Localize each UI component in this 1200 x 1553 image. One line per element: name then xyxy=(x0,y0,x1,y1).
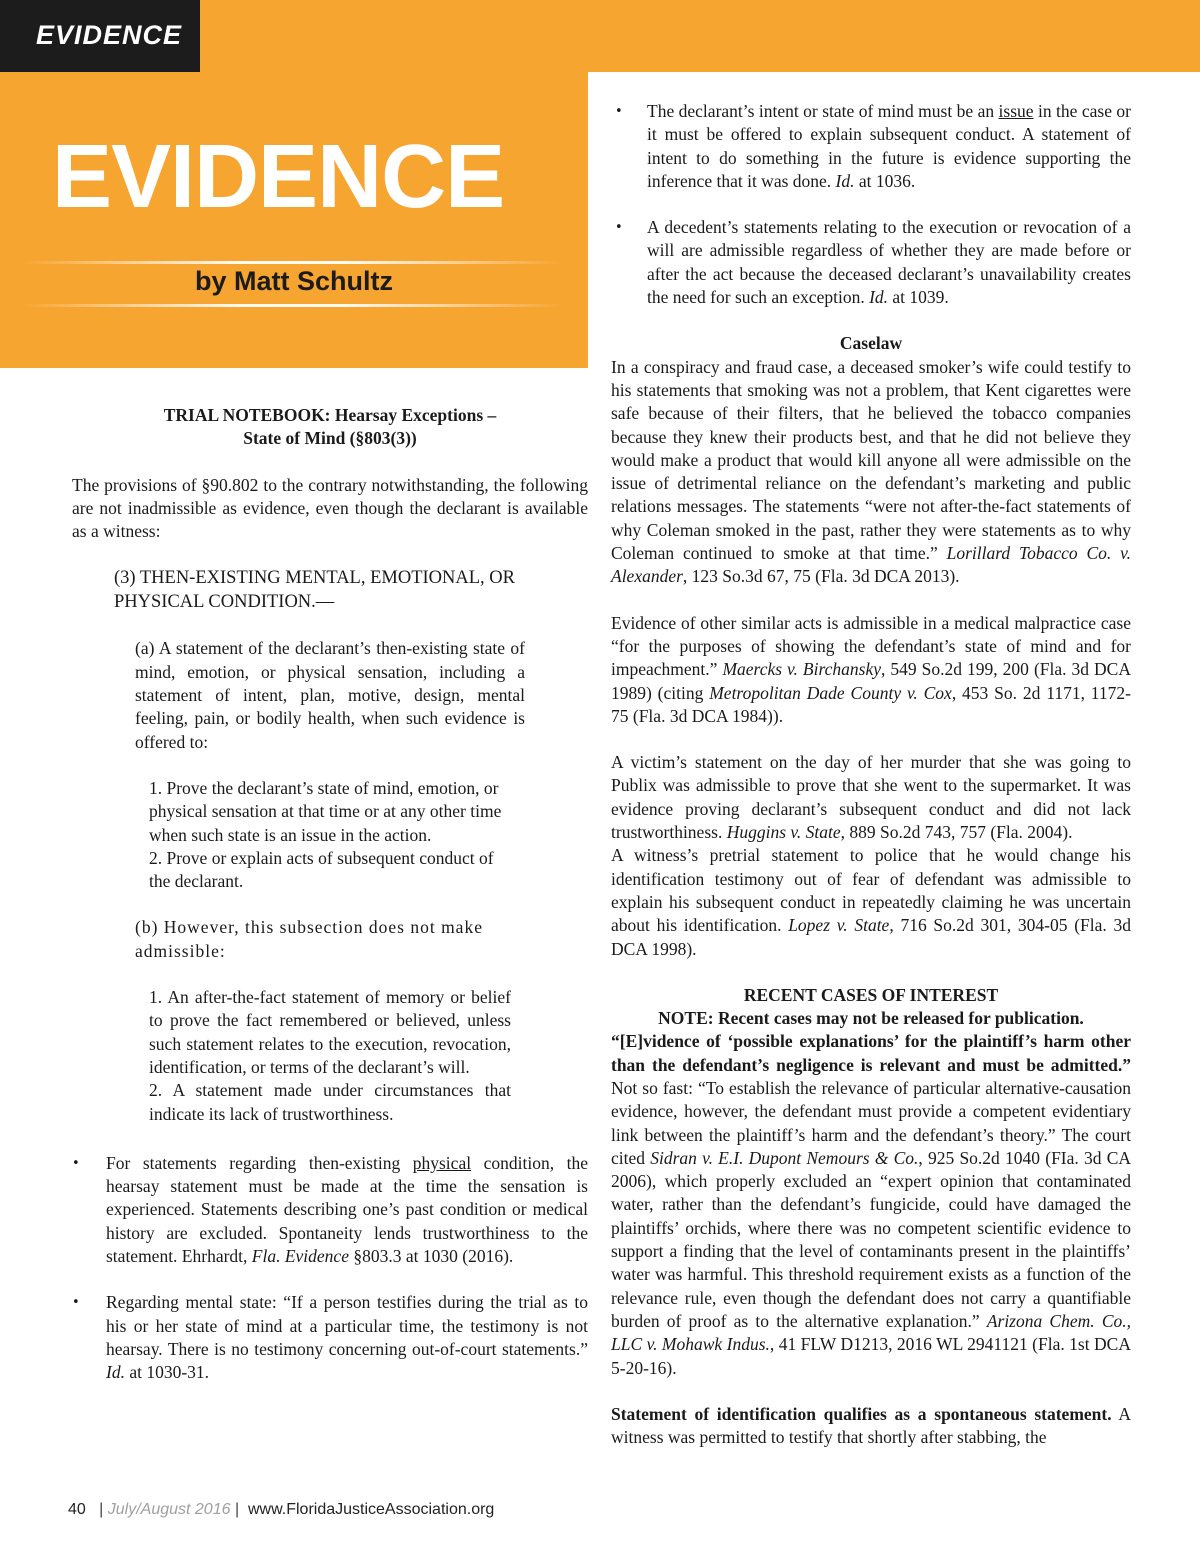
bullet-text: in the case or it must be offered to explain subsequent conduct. A statement of intent to do something in the future is evidence supporting the inference that it was done. xyxy=(647,101,1131,191)
bullet-text: The declarant’s intent or state of mind must be an xyxy=(647,101,999,121)
trial-notebook-heading xyxy=(72,404,588,451)
case-paragraph-lorillard xyxy=(611,356,1131,589)
bullet-icon: • xyxy=(72,1295,80,1311)
case-paragraph-lopez xyxy=(611,844,1131,960)
case-text: , 123 So.3d 67, 75 (Fla. 3d DCA 2013). xyxy=(682,566,960,587)
right-column xyxy=(611,100,1131,1449)
article-title: EVIDENCE xyxy=(52,127,505,227)
statute-a-list xyxy=(149,777,511,893)
author-byline: by Matt Schultz xyxy=(194,266,393,296)
bullet-text: For statements regarding then-existing xyxy=(106,1152,413,1173)
bullet-decedent-will xyxy=(611,216,1131,309)
statute-subsection-title: (3) THEN-EXISTING MENTAL, EMOTIONAL, OR PHYSICAL CONDITION.— xyxy=(114,568,516,613)
case-text: A witness’s pretrial statement to police that he would change his identification testimony out of fear of defendant was admissible to explain his subsequent conduct in repeatedly claiming he was uncertain about his identification. xyxy=(611,845,1131,936)
bullet-underlined-term: issue xyxy=(998,101,1034,121)
bullet-physical-condition xyxy=(72,1152,588,1268)
statute-b-item-1: 1. An after-the-fact statement of memory or belief to prove the fact remembered or believed, unless such statement relates to the execution, revocation, identification, or terms of the declarant’s will. xyxy=(149,987,511,1077)
statute-b-list xyxy=(149,986,511,1126)
case-text: , 716 So.2d 301, 304-05 (Fla. 3d DCA 1998). xyxy=(611,915,1132,959)
case-citation: Huggins v. State xyxy=(726,822,841,843)
footer-separator: | xyxy=(99,1501,104,1518)
case-text: A victim’s statement on the day of her murder that she was going to Publix was admissible to prove that she went to the supermarket. It was evidence proving declarant’s subsequent conduct and did not lack trustworthiness. xyxy=(611,752,1131,843)
recent-case-paragraph xyxy=(611,1030,1131,1379)
recent-cases-heading: RECENT CASES OF INTEREST xyxy=(743,984,999,1005)
issue-date: July/August 2016 xyxy=(107,1501,231,1518)
recent-case-holding: “[E]vidence of ‘possible explanations’ for the plaintiff’s harm other than the defendant’s negligence is relevant and must be admitted.” xyxy=(611,1031,1131,1075)
statute-para-b: (b) However, this subsection does not make admissible: xyxy=(135,917,483,961)
bullet-text: at 1039. xyxy=(888,287,949,308)
case-text: , 889 So.2d 743, 757 (Fla. 2004). xyxy=(840,822,1073,843)
case-text: Not so fast: “To establish the relevance of particular alternative-causation evidence, however, the defendant must provide a competent evidentiary link between the plaintiff’s harm and the defendant’s theory.” The court cited xyxy=(611,1077,1131,1168)
bullet-text: at 1036. xyxy=(854,170,916,191)
case-text: , 453 So. 2d 1171, 1172-75 (Fla. 3d DCA 1984)). xyxy=(611,682,1131,726)
bullet-underlined-term: physical xyxy=(412,1152,472,1173)
case-citation: Lopez v. State xyxy=(788,915,890,936)
statute-b-item-2: 2. A statement made under circumstances that indicate its lack of trustworthiness. xyxy=(149,1080,511,1124)
bullet-text: Regarding mental state: “If a person testifies during the trial as to his or her state of mind at a particular time, the testimony is not hearsay. There is no testimony concerning out-of-court statements.” xyxy=(106,1292,588,1359)
case-citation: Metropolitan Dade County v. Cox xyxy=(709,682,952,703)
bullet-icon: • xyxy=(615,220,623,236)
statute-a-item-2: 2. Prove or explain acts of subsequent conduct of the declarant. xyxy=(149,847,494,892)
case-citation: Sidran v. E.I. Dupont Nemours & Co. xyxy=(650,1147,919,1168)
case-text: A witness was permitted to testify that shortly after stabbing, the xyxy=(611,1403,1131,1448)
case-citation: Arizona Chem. Co., LLC v. Mohawk Indus. xyxy=(611,1310,1131,1355)
case-text: , 41 FLW D1213, 2016 WL 2941121 (Fla. 1st DCA 5-20-16). xyxy=(611,1334,1131,1378)
case-citation: Id. xyxy=(106,1362,125,1383)
case-text: Evidence of other similar acts is admissible in a medical malpractice case “for the purposes of showing the defendant’s state of mind and for impeachment.” xyxy=(611,612,1131,680)
recent-cases-note: NOTE: Recent cases may not be released for publication. xyxy=(658,1008,1084,1029)
case-paragraph-huggins xyxy=(611,751,1131,844)
heading-line-2: State of Mind (§803(3)) xyxy=(243,428,417,449)
case-citation: Maercks v. Birchansky xyxy=(722,659,881,680)
bullet-icon: • xyxy=(72,1155,80,1171)
case-citation: Id. xyxy=(869,287,889,308)
statute-intro: The provisions of §90.802 to the contrary notwithstanding, the following are not inadmissible as evidence, even though the declarant is available as a witness: xyxy=(72,474,588,542)
caselaw-heading: Caselaw xyxy=(839,333,903,354)
bullet-text: condition, the hearsay statement must be made at the time the sensation is experienced. Statements describing one’s past condition or medical history are excluded. Spontaneity lends trustworthiness to the statement. Ehrhardt, xyxy=(106,1152,589,1267)
section-tab: EVIDENCE xyxy=(0,0,200,72)
heading-line-1: TRIAL NOTEBOOK: Hearsay Exceptions – xyxy=(163,405,497,425)
page-footer xyxy=(68,1501,494,1519)
website-url[interactable]: www.FloridaJusticeAssociation.org xyxy=(248,1501,495,1518)
statute-a-item-1: 1. Prove the declarant’s state of mind, emotion, or physical sensation at that time or at any other time when such state is an issue in the action. xyxy=(149,777,502,845)
identification-paragraph xyxy=(611,1403,1131,1450)
byline-divider-top xyxy=(22,261,562,264)
bullet-text: §803.3 at 1030 (2016). xyxy=(348,1246,514,1267)
case-citation: Id. xyxy=(835,170,855,191)
bullet-text: A decedent’s statements relating to the execution or revocation of a will are admissible regardless of whether they are made before or after the act because the deceased declarant’s unavailability creates the need for such an exception. xyxy=(647,217,1131,308)
case-text: , 925 So.2d 1040 (FIa. 3d CA 2006), which properly excluded an “expert opinion that contaminated water, rather than the defendant’s fungicide, could have damaged the plaintiffs’ orchids, where there was no competent scientific evidence to support a finding that the level of contaminants present in the plaintiffs’ water was harmful. This threshold requirement exists as a function of the relevance rule, even though the defendant does not carry a quantifiable burden of proof as to the alternative explanation.” xyxy=(611,1147,1131,1331)
page-number: 40 xyxy=(68,1501,86,1518)
case-citation: Fla. Evidence xyxy=(251,1246,349,1267)
case-citation: Lorillard Tobacco Co. v. Alexander xyxy=(611,543,1131,587)
footer-separator: | xyxy=(234,1501,240,1518)
identification-lead: Statement of identification qualifies as a spontaneous statement. xyxy=(611,1403,1112,1424)
case-paragraph-maercks xyxy=(611,612,1131,728)
case-text: , 549 So.2d 199, 200 (Fla. 3d DCA 1989) (citing xyxy=(611,659,1131,703)
bullet-icon: • xyxy=(615,104,623,119)
statute-para-a: (a) A statement of the declarant’s then-existing state of mind, emotion, or physical sensation, including a statement of intent, plan, motive, design, mental feeling, pain, or bodily health, when such evidence is offered to: xyxy=(135,638,525,752)
bullet-text: at 1030-31. xyxy=(124,1362,210,1383)
byline-divider-bottom xyxy=(22,304,562,307)
case-text: In a conspiracy and fraud case, a deceased smoker’s wife could testify to his statements that smoking was not a problem, that Kent cigarettes were safe because of their filters, that he believed the tobacco companies because they knew their products best, and that he did not believe they would make a product that would kill anyone all were admissible on the issue of detrimental reliance on the defendant’s marketing and public relations messages. The statements “were not after-the-fact statements of why Coleman smoked in the past, rather they were statements as to why Coleman continued to smoke at that time.” xyxy=(611,356,1131,564)
bullet-mental-state xyxy=(72,1291,588,1384)
left-column xyxy=(72,404,588,1385)
bullet-intent-issue xyxy=(611,100,1131,193)
